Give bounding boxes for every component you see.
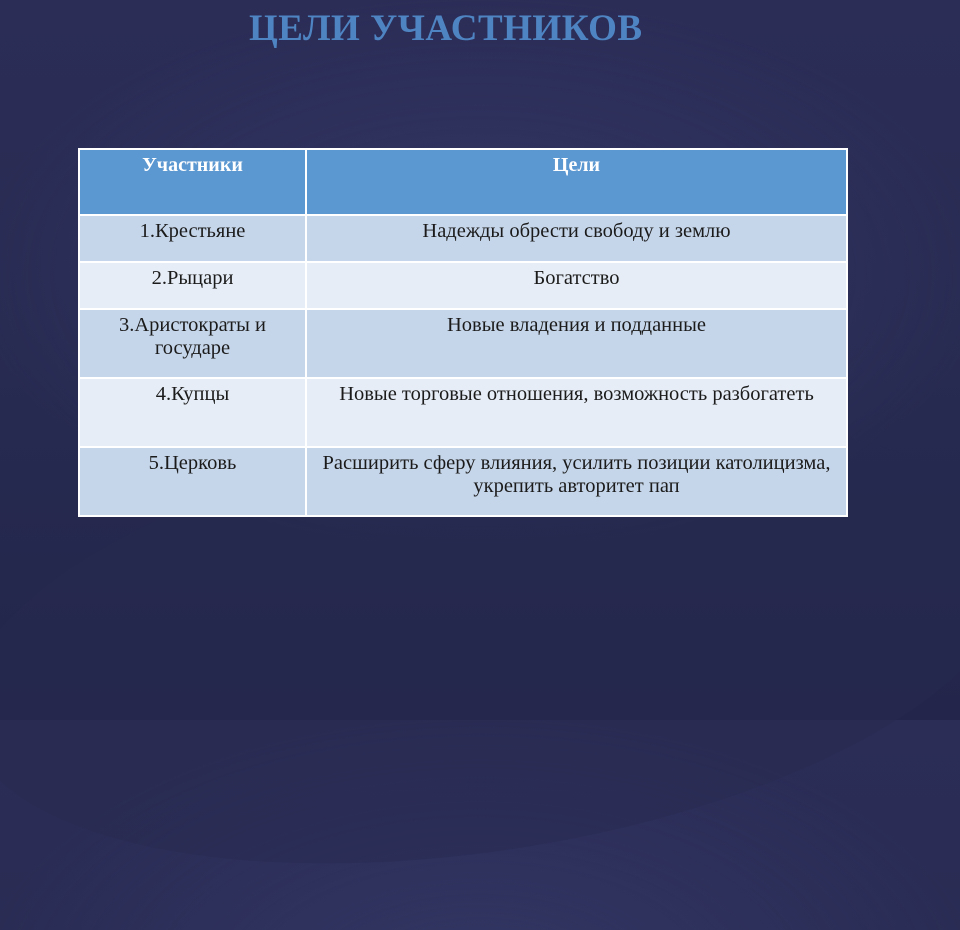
participant-cell: 4.Купцы — [79, 378, 306, 447]
goal-cell: Новые владения и подданные — [306, 309, 847, 378]
table-header-row — [79, 149, 847, 215]
table-row — [79, 309, 847, 378]
goal-cell: Богатство — [306, 262, 847, 309]
goal-cell: Надежды обрести свободу и землю — [306, 215, 847, 262]
table-row — [79, 262, 847, 309]
participant-cell: 3.Аристократы и государе — [79, 309, 306, 378]
header-goals: Цели — [306, 149, 847, 215]
header-participants: Участники — [79, 149, 306, 215]
participants-goals-table — [78, 148, 848, 517]
table-row — [79, 378, 847, 447]
participant-cell: 2.Рыцари — [79, 262, 306, 309]
goal-cell: Расширить сферу влияния, усилить позиции католицизма, укрепить авторитет пап — [306, 447, 847, 516]
table-row — [79, 447, 847, 516]
goal-cell: Новые торговые отношения, возможность разбогатеть — [306, 378, 847, 447]
table-row — [79, 215, 847, 262]
participant-cell: 1.Крестьяне — [79, 215, 306, 262]
slide-title: ЦЕЛИ УЧАСТНИКОВ — [249, 8, 643, 49]
participant-cell: 5.Церковь — [79, 447, 306, 516]
